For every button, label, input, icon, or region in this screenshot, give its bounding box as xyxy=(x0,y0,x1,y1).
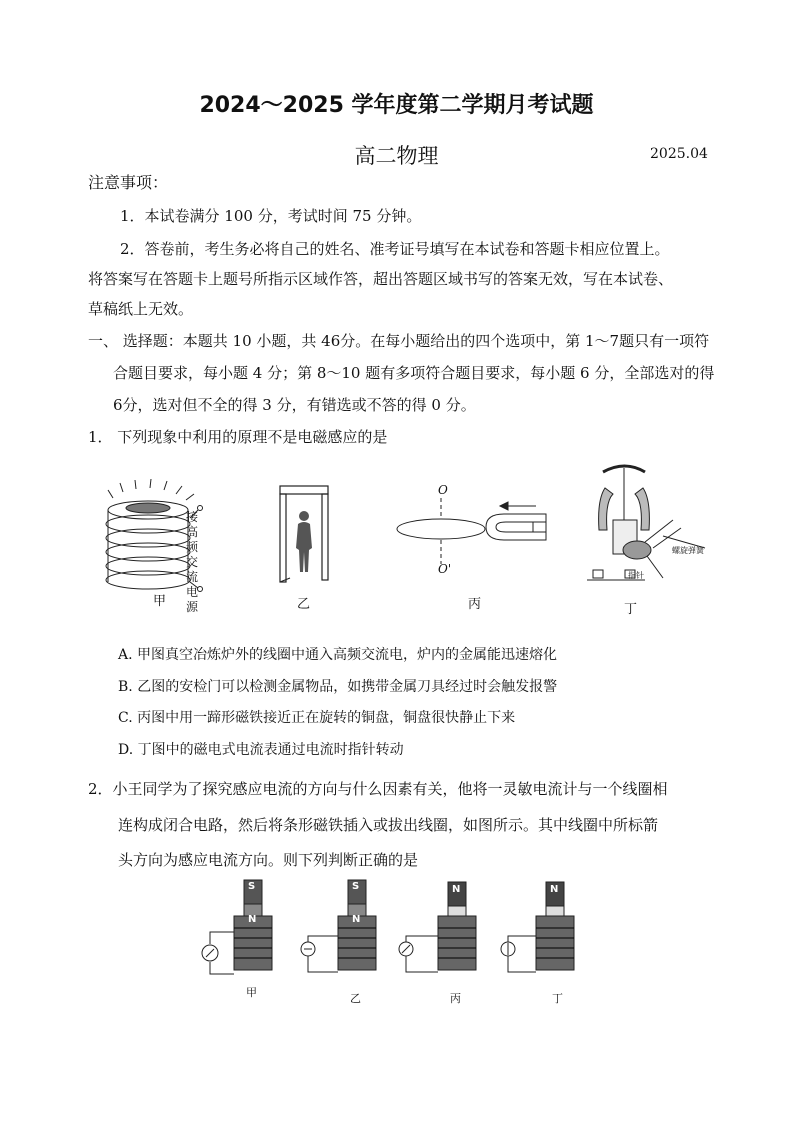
q1-figure-security-gate xyxy=(276,484,336,584)
q1-fig-label-3: 丙 xyxy=(468,597,482,612)
q2-fig-label-4: 丁 xyxy=(552,992,563,1005)
q2-magnet-4-top: N xyxy=(550,884,559,895)
notice-item-1: 1．本试卷满分 100 分，考试时间 75 分钟。 xyxy=(120,207,422,225)
q1-stem: 1． 下列现象中利用的原理不是电磁感应的是 xyxy=(88,428,388,446)
q1-fig1-caption xyxy=(186,510,200,615)
q2-fig-label-1: 甲 xyxy=(246,986,257,999)
q2-fig-label-2: 乙 xyxy=(350,992,361,1005)
copper-disc-illustration xyxy=(396,484,566,594)
fig1-char: 电 xyxy=(186,585,199,599)
exam-date: 2025.04 xyxy=(650,146,708,162)
q2-figure-2 xyxy=(294,876,394,976)
q1-fig3-axis-top: O xyxy=(438,483,448,497)
q1-option-a: A. 甲图真空冶炼炉外的线圈中通入高频交流电，炉内的金属能迅速熔化 xyxy=(118,647,558,663)
q1-option-b: B. 乙图的安检门可以检测金属物品，如携带金属刀具经过时会触发报警 xyxy=(118,679,558,695)
q1-fig-label-2: 乙 xyxy=(297,597,311,612)
q2-figure-4 xyxy=(494,876,594,976)
coil-magnet-illustration xyxy=(190,876,290,976)
q1-figure-galvanometer xyxy=(585,460,710,588)
galvanometer-illustration xyxy=(585,460,710,588)
q2-magnet-2-bottom: N xyxy=(352,914,361,925)
q2-figure-1 xyxy=(190,876,290,976)
fig1-char: 频 xyxy=(186,540,199,554)
coil-magnet-illustration xyxy=(494,876,594,976)
notice-heading: 注意事项： xyxy=(88,173,169,192)
q2-line-1: 2．小王同学为了探究感应电流的方向与什么因素有关，他将一灵敏电流计与一个线圈相 xyxy=(88,780,668,798)
q2-line-3: 头方向为感应电流方向。则下列判断正确的是 xyxy=(118,851,419,869)
q1-option-c: C. 丙图中用一蹄形磁铁接近正在旋转的铜盘，铜盘很快静止下来 xyxy=(118,710,516,726)
section1-line-2: 合题目要求，每小题 4 分；第 8～10 题有多项符合题目要求，每小题 6 分，全部选对的得 xyxy=(113,364,715,382)
q1-figure-copper-disc xyxy=(396,484,566,594)
fig1-char: 交 xyxy=(186,555,199,569)
furnace-illustration xyxy=(98,478,218,608)
exam-title: 2024～2025 学年度第二学期月考试题 xyxy=(199,93,594,118)
fig1-char: 接 xyxy=(186,510,199,524)
fig1-char: 源 xyxy=(186,600,199,614)
q1-fig4-pointer-label: 指针 xyxy=(628,571,644,580)
q1-option-d: D. 丁图中的磁电式电流表通过电流时指针转动 xyxy=(118,742,404,758)
exam-subject: 高二物理 xyxy=(354,144,439,168)
q2-fig-label-3: 丙 xyxy=(450,992,461,1005)
q1-fig-label-4: 丁 xyxy=(624,602,638,617)
q1-fig3-axis-bottom: O' xyxy=(438,562,452,576)
q2-magnet-1-top: S xyxy=(248,881,256,892)
q2-magnet-3-top: N xyxy=(452,884,461,895)
section1-line-1: 一、 选择题：本题共 10 小题，共 46分。在每小题给出的四个选项中，第 1～7题只有一项符 xyxy=(88,332,710,350)
q2-magnet-1-bottom: N xyxy=(248,914,257,925)
notice-item-2-line-2: 将答案写在答题卡上题号所指示区域作答，超出答题区域书写的答案无效，写在本试卷、 xyxy=(88,270,674,288)
fig1-char: 流 xyxy=(186,570,199,584)
q2-figure-3 xyxy=(396,876,496,976)
notice-item-2-line-3: 草稿纸上无效。 xyxy=(88,300,194,318)
coil-magnet-illustration xyxy=(294,876,394,976)
q2-line-2: 连构成闭合电路，然后将条形磁铁插入或拔出线圈，如图所示。其中线圈中所标箭 xyxy=(118,816,659,834)
coil-magnet-illustration xyxy=(396,876,496,976)
notice-item-2-line-1: 2．答卷前，考生务必将自己的姓名、准考证号填写在本试卷和答题卡相应位置上。 xyxy=(120,240,670,258)
security-gate-illustration xyxy=(276,484,336,584)
q2-magnet-2-top: S xyxy=(352,881,360,892)
q1-figure-furnace xyxy=(98,478,218,608)
q1-fig4-spring-label: 螺旋弹簧 xyxy=(672,546,704,555)
q1-fig-label-1: 甲 xyxy=(153,594,167,609)
fig1-char: 高 xyxy=(186,525,199,539)
section1-line-3: 6分，选对但不全的得 3 分，有错选或不答的得 0 分。 xyxy=(113,396,476,414)
